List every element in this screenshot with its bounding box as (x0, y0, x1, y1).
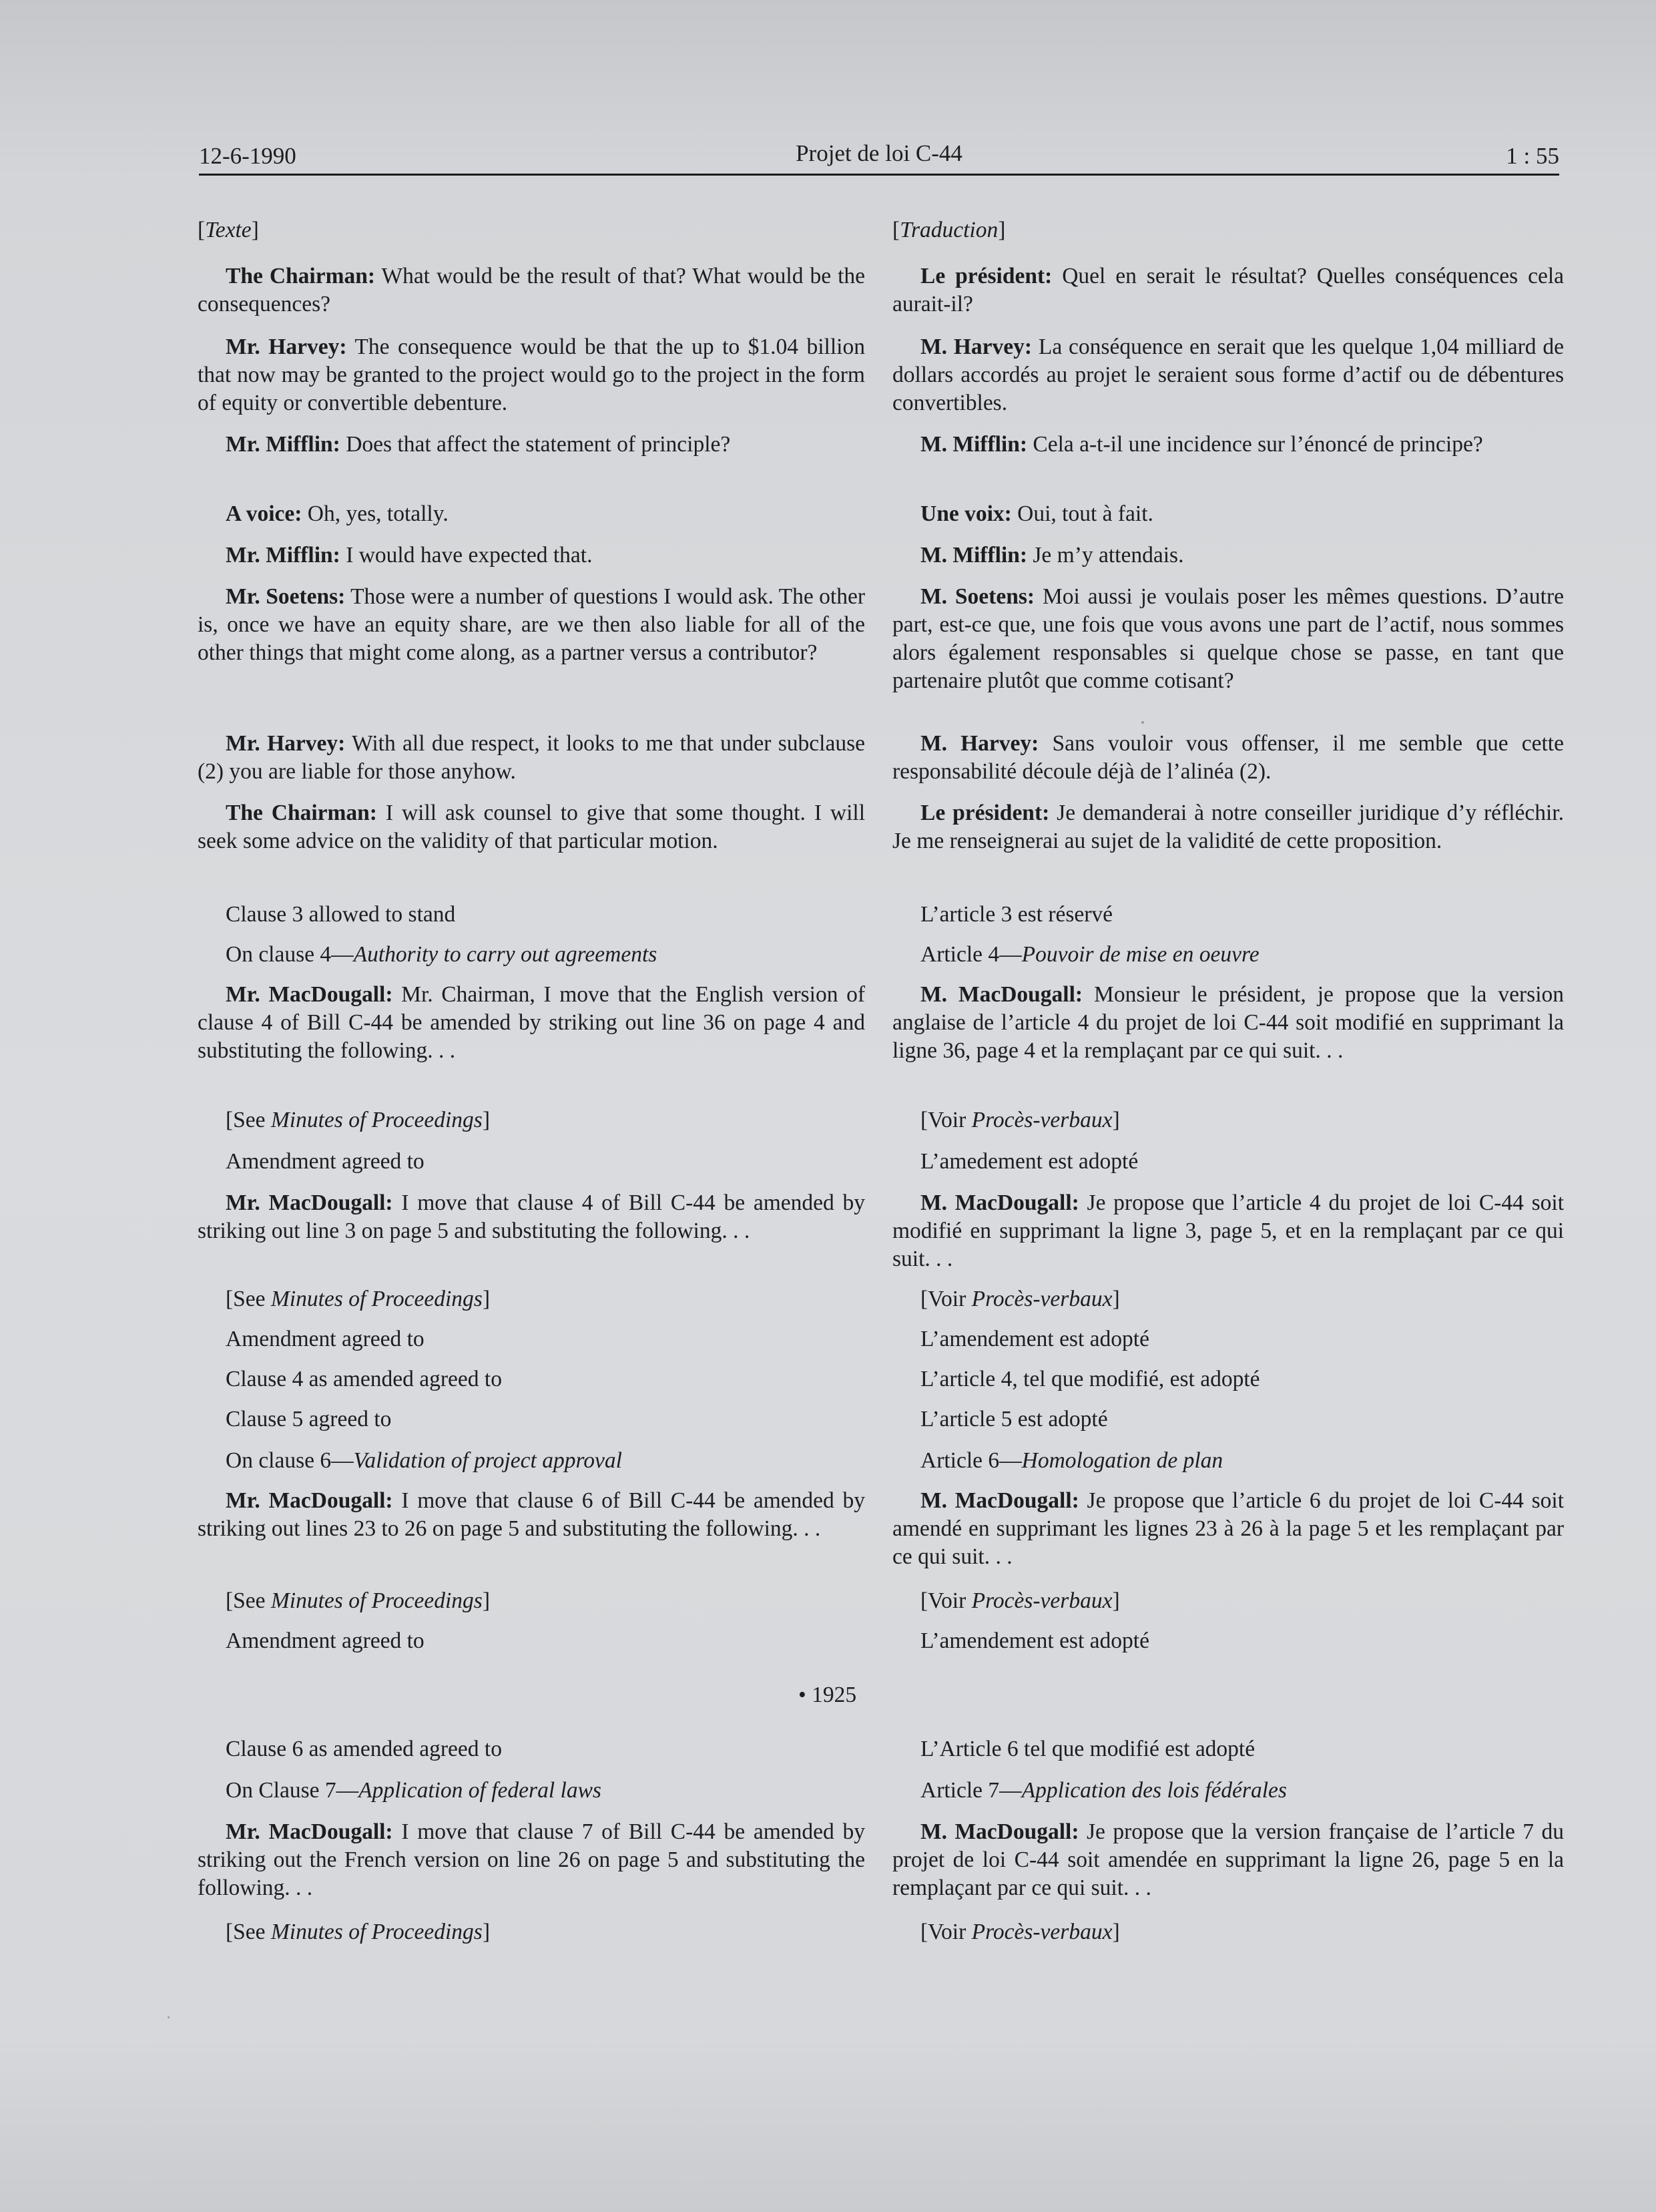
proceeding-line: Clause 4 as amended agreed to (226, 1367, 502, 1391)
italic-text: Minutes of Proceedings (270, 1287, 483, 1311)
line-text: Article 6— (920, 1448, 1022, 1473)
header-date: 12-6-1990 (199, 143, 296, 169)
line-text: Article 4— (920, 942, 1022, 967)
speech-paragraph (198, 1189, 865, 1245)
speech-text: Cela a-t-il une incidence sur l’énoncé de principe? (1027, 432, 1483, 457)
proceeding-line (198, 1447, 865, 1475)
italic-text: Application des lois fédérales (1021, 1778, 1287, 1803)
header-page-number: 1 : 55 (1506, 143, 1559, 169)
italic-text: Procès-verbaux (971, 1588, 1113, 1613)
speaker-name: Le président: (920, 801, 1050, 825)
line-text: [See (226, 1920, 271, 1944)
speech-text: Moi aussi je voulais poser les mêmes questions. D’autre part, est-ce que, une fois que vous avons une part de l’actif, nous sommes alors également responsables si quelque chose se passe, en tant que partenaire plutôt que comme cotisant? (892, 584, 1564, 693)
proceeding-line: Clause 5 agreed to (226, 1407, 392, 1431)
speaker-name: Mr. Harvey: (226, 731, 346, 756)
speaker-name: Mr. MacDougall: (226, 1488, 393, 1513)
proceeding-line (892, 1106, 1564, 1134)
italic-text: Minutes of Proceedings (270, 1588, 483, 1613)
speaker-name: Le président: (920, 264, 1053, 288)
speech-paragraph (892, 799, 1564, 855)
speaker-name: M. Mifflin: (920, 432, 1028, 457)
speaker-name: A voice: (226, 501, 302, 526)
speech-text: La conséquence en serait que les quelque 1,04 milliard de dollars accordés au projet le seraient sous forme d’actif ou de débentures convertibles. (892, 335, 1565, 415)
speech-paragraph (198, 1818, 865, 1902)
speech-paragraph (198, 541, 865, 570)
line-text: [Voir (920, 1588, 972, 1613)
speech-paragraph (892, 431, 1564, 459)
line-text: ] (1112, 1287, 1120, 1311)
italic-text: Procès-verbaux (971, 1920, 1113, 1944)
line-text: [Voir (920, 1108, 972, 1132)
section-tag: [Traduction] (892, 218, 1006, 242)
speaker-name: M. Harvey: (920, 335, 1033, 359)
proceeding-line (198, 1587, 865, 1615)
speech-paragraph (198, 500, 865, 528)
speech-text: Sans vouloir vous offenser, il me semble que cette responsabilité découle déjà de l’alinéa (2). (892, 731, 1564, 784)
speech-paragraph (198, 981, 865, 1065)
speech-text: Je propose que la version française de l’article 7 du projet de loi C-44 soit amendée en supprimant la ligne 26, page 5 en la remplaçant par ce qui suit. . . (892, 1819, 1565, 1900)
proceeding-line: Amendment agreed to (226, 1327, 425, 1351)
proceeding-line (892, 1777, 1564, 1805)
proceeding-line (198, 941, 865, 969)
proceeding-line (892, 1447, 1564, 1475)
line-text: [See (226, 1108, 271, 1132)
proceeding-line: Amendment agreed to (226, 1149, 425, 1174)
speaker-name: Mr. Soetens: (226, 584, 346, 609)
speech-paragraph (198, 1487, 865, 1543)
italic-text: Procès-verbaux (971, 1108, 1113, 1132)
proceeding-line (892, 1918, 1564, 1946)
speech-text: Je demanderai à notre conseiller juridique d’y réfléchir. Je me renseignerai au sujet de la validité de cette proposition. (892, 801, 1564, 853)
italic-text: Minutes of Proceedings (270, 1108, 483, 1132)
speech-paragraph (198, 799, 865, 855)
proceeding-line: L’amendement est adopté (920, 1628, 1149, 1653)
speech-text: Je propose que l’article 4 du projet de loi C-44 soit modifié en supprimant la ligne 3, page 5, et en la remplaçant par ce qui suit. . . (892, 1190, 1565, 1271)
line-text: [Voir (920, 1287, 972, 1311)
speaker-name: Mr. Mifflin: (226, 543, 340, 568)
proceeding-line: L’amedement est adopté (920, 1149, 1139, 1174)
speech-text: I move that clause 4 of Bill C-44 be amended by striking out line 3 on page 5 and substituting the following. . . (198, 1190, 865, 1243)
speaker-name: The Chairman: (226, 801, 377, 825)
speech-paragraph (198, 333, 865, 417)
paper-speck (168, 2016, 170, 2018)
speaker-name: Mr. MacDougall: (226, 1190, 393, 1215)
speaker-name: M. MacDougall: (920, 1190, 1079, 1215)
speech-paragraph (892, 1818, 1564, 1902)
paper-speck (1141, 721, 1144, 724)
speaker-name: M. Harvey: (920, 731, 1039, 756)
section-tag-label: Traduction (900, 218, 999, 242)
proceeding-line: Amendment agreed to (226, 1628, 425, 1653)
speech-paragraph (892, 1487, 1564, 1571)
proceeding-line (892, 1285, 1564, 1313)
speech-text: Does that affect the statement of principle? (340, 432, 731, 457)
speaker-name: M. MacDougall: (920, 982, 1083, 1007)
italic-text: Procès-verbaux (971, 1287, 1113, 1311)
speech-paragraph (198, 583, 865, 667)
speaker-name: M. Mifflin: (920, 543, 1028, 568)
speech-text: With all due respect, it looks to me that under subclause (2) you are liable for those anyhow. (198, 731, 865, 784)
proceeding-line (198, 1106, 865, 1134)
speech-text: Monsieur le président, je propose que la version anglaise de l’article 4 du projet de loi C-44 soit modifié en supprimant la ligne 36, page 4 et la remplaçant par ce qui suit. . . (892, 982, 1565, 1063)
speech-text: What would be the result of that? What would be the consequences? (198, 264, 865, 316)
speech-paragraph (892, 333, 1564, 417)
speaker-name: Une voix: (920, 501, 1012, 526)
line-text: Article 7— (920, 1778, 1022, 1803)
speaker-name: Mr. Mifflin: (226, 432, 340, 457)
speaker-name: Mr. MacDougall: (226, 1819, 393, 1844)
speech-text: Oh, yes, totally. (302, 501, 449, 526)
proceeding-line: L’amendement est adopté (920, 1327, 1149, 1351)
speech-paragraph (198, 730, 865, 786)
speech-text: Oui, tout à fait. (1011, 501, 1153, 526)
line-text: [See (226, 1287, 271, 1311)
proceeding-line (892, 941, 1564, 969)
line-text: ] (1112, 1108, 1120, 1132)
speech-text: Quel en serait le résultat? Quelles conséquences cela aurait-il? (892, 264, 1564, 316)
italic-text: Application of federal laws (358, 1778, 601, 1803)
line-text: [See (226, 1588, 271, 1613)
speaker-name: Mr. Harvey: (226, 335, 347, 359)
line-text: On clause 6— (226, 1448, 354, 1473)
speech-text: I will ask counsel to give that some thought. I will seek some advice on the validity of that particular motion. (198, 801, 866, 853)
proceeding-line: L’Article 6 tel que modifié est adopté (920, 1737, 1256, 1761)
page-marker: • 1925 (798, 1683, 857, 1707)
speaker-name: The Chairman: (226, 264, 376, 288)
proceeding-line (892, 1587, 1564, 1615)
speech-text: The consequence would be that the up to $1.04 billion that now may be granted to the project would go to the project in the form of equity or convertible debenture. (198, 335, 865, 415)
speaker-name: Mr. MacDougall: (226, 982, 393, 1007)
proceeding-line: Clause 3 allowed to stand (226, 902, 456, 927)
proceeding-line: Clause 6 as amended agreed to (226, 1737, 502, 1761)
italic-text: Minutes of Proceedings (270, 1920, 483, 1944)
proceeding-line: L’article 3 est réservé (920, 902, 1113, 927)
proceeding-line (198, 1285, 865, 1313)
italic-text: Validation of project approval (353, 1448, 622, 1473)
line-text: ] (1112, 1920, 1120, 1944)
line-text: [Voir (920, 1920, 972, 1944)
speech-paragraph (892, 730, 1564, 786)
speech-paragraph (198, 431, 865, 459)
line-text: On Clause 7— (226, 1778, 359, 1803)
proceeding-line: L’article 4, tel que modifié, est adopté (920, 1367, 1260, 1391)
proceeding-line (198, 1777, 865, 1805)
italic-text: Authority to carry out agreements (353, 942, 657, 967)
italic-text: Homologation de plan (1021, 1448, 1223, 1473)
speech-text: Je propose que l’article 6 du projet de loi C-44 soit amendé en supprimant les lignes 23 à 26 à la page 5 et les remplaçant par ce qui suit. . . (892, 1488, 1565, 1569)
speech-text: I move that clause 6 of Bill C-44 be amended by striking out lines 23 to 26 on page 5 and substituting the following. . . (198, 1488, 865, 1541)
speech-paragraph (892, 262, 1564, 318)
header-title: Projet de loi C-44 (796, 140, 962, 166)
section-tag-label: Texte (205, 218, 252, 242)
line-text: ] (482, 1287, 491, 1311)
proceeding-line (198, 1918, 865, 1946)
line-text: ] (482, 1588, 491, 1613)
speech-paragraph (892, 583, 1564, 695)
speech-text: Those were a number of questions I would ask. The other is, once we have an equity share, are we then also liable for all of the other things that might come along, as a partner versus a contributor? (198, 584, 865, 665)
speaker-name: M. Soetens: (920, 584, 1035, 609)
speech-text: Je m’y attendais. (1027, 543, 1184, 568)
line-text: ] (482, 1108, 491, 1132)
page-header (199, 139, 1559, 176)
line-text: On clause 4— (226, 942, 354, 967)
italic-text: Pouvoir de mise en oeuvre (1021, 942, 1260, 967)
line-text: ] (482, 1920, 491, 1944)
speech-paragraph (892, 1189, 1564, 1273)
speaker-name: M. MacDougall: (920, 1819, 1079, 1844)
speech-paragraph (198, 262, 865, 318)
speech-paragraph (892, 500, 1564, 528)
speech-text: Mr. Chairman, I move that the English version of clause 4 of Bill C-44 be amended by striking out line 36 on page 4 and substituting the following. . . (198, 982, 866, 1063)
speaker-name: M. MacDougall: (920, 1488, 1079, 1513)
speech-paragraph (892, 981, 1564, 1065)
speech-text: I move that clause 7 of Bill C-44 be amended by striking out the French version on line 26 on page 5 and substituting the following. . . (198, 1819, 865, 1900)
speech-text: I would have expected that. (340, 543, 593, 568)
section-tag: [Texte] (198, 218, 259, 242)
speech-paragraph (892, 541, 1564, 570)
line-text: ] (1112, 1588, 1120, 1613)
proceeding-line: L’article 5 est adopté (920, 1407, 1108, 1431)
